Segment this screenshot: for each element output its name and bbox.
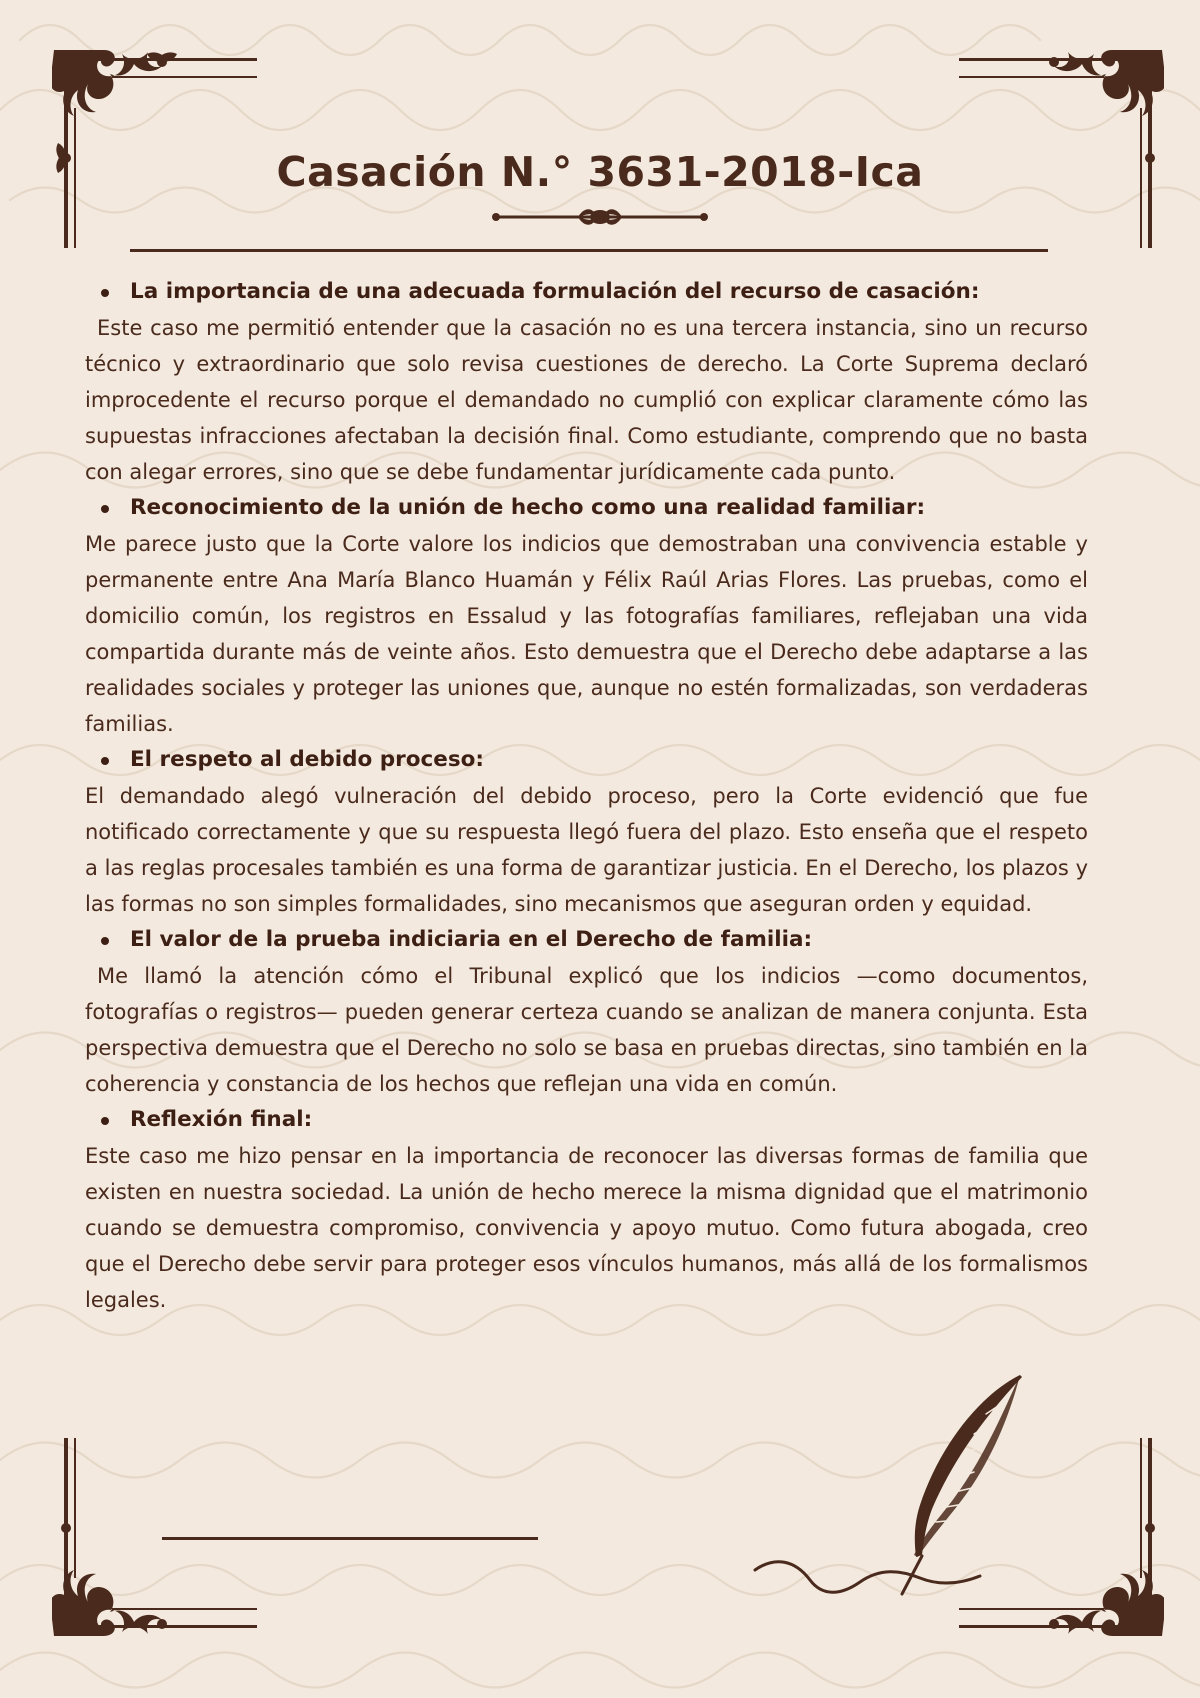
section-heading [85,742,1088,778]
section-heading [85,1102,1088,1138]
section-heading-text: Reconocimiento de la unión de hecho como una realidad familiar: [130,495,926,520]
section-heading-text: El valor de la prueba indiciaria en el Derecho de familia: [130,927,813,952]
section-union-de-hecho [85,490,1088,742]
section-heading-text: La importancia de una adecuada formulación del recurso de casación: [130,279,980,304]
section-recurso-casacion [85,274,1088,490]
section-heading-text: Reflexión final: [130,1107,313,1132]
bullet-icon [101,289,109,297]
section-prueba-indiciaria [85,922,1088,1102]
section-paragraph: El demandado alegó vulneración del debido proceso, pero la Corte evidenció que fue notificado correctamente y que su respuesta llegó fuera del plazo. Esto enseña que el respeto a las reglas procesales también es una forma de garantizar justicia. En el Derecho, los plazos y las formas no son simples formalidades, sino mecanismos que aseguran orden y equidad. [85,784,1088,916]
quill-pen-icon [750,1370,1050,1600]
title-divider-ornament [490,206,710,228]
section-heading [85,922,1088,958]
section-heading [85,274,1088,310]
signature-line [162,1537,538,1540]
page-title: Casación N.° 3631-2018-Ica [276,148,924,196]
section-paragraph: Me parece justo que la Corte valore los indicios que demostraban una convivencia estable y permanente entre Ana María Blanco Huamán y Félix Raúl Arias Flores. Las pruebas, como el domicilio común, los registros en Essalud y las fotografías familiares, reflejaban una vida compartida durante más de veinte años. Esto demuestra que el Derecho debe adaptarse a las realidades sociales y proteger las uniones que, aunque no estén formalizadas, son verdaderas familias. [85,532,1088,736]
section-heading [85,490,1088,526]
bullet-icon [101,505,109,513]
bullet-icon [101,937,109,945]
section-debido-proceso [85,742,1088,922]
section-paragraph: Este caso me permitió entender que la casación no es una tercera instancia, sino un recurso técnico y extraordinario que solo revisa cuestiones de derecho. La Corte Suprema declaró improcedente el recurso porque el demandado no cumplió con explicar claramente cómo las supuestas infracciones afectaban la decisión final. Como estudiante, comprendo que no basta con alegar errores, sino que se debe fundamentar jurídicamente cada punto. [85,316,1088,484]
section-paragraph: Este caso me hizo pensar en la importancia de reconocer las diversas formas de familia que existen en nuestra sociedad. La unión de hecho merece la misma dignidad que el matrimonio cuando se demuestra compromiso, convivencia y apoyo mutuo. Como futura abogada, creo que el Derecho debe servir para proteger esos vínculos humanos, más allá de los formalismos legales. [85,1144,1088,1312]
title-underline [130,249,1048,252]
bullet-icon [101,757,109,765]
section-reflexion-final [85,1102,1088,1318]
section-heading-text: El respeto al debido proceso: [130,747,485,772]
document-body [85,274,1088,1318]
bullet-icon [101,1117,109,1125]
section-paragraph: Me llamó la atención cómo el Tribunal explicó que los indicios —como documentos, fotografías o registros— pueden generar certeza cuando se analizan de manera conjunta. Esta perspectiva demuestra que el Derecho no solo se basa en pruebas directas, sino también en la coherencia y constancia de los hechos que reflejan una vida en común. [85,964,1088,1096]
corner-ornament-bottom-left [52,1428,262,1638]
